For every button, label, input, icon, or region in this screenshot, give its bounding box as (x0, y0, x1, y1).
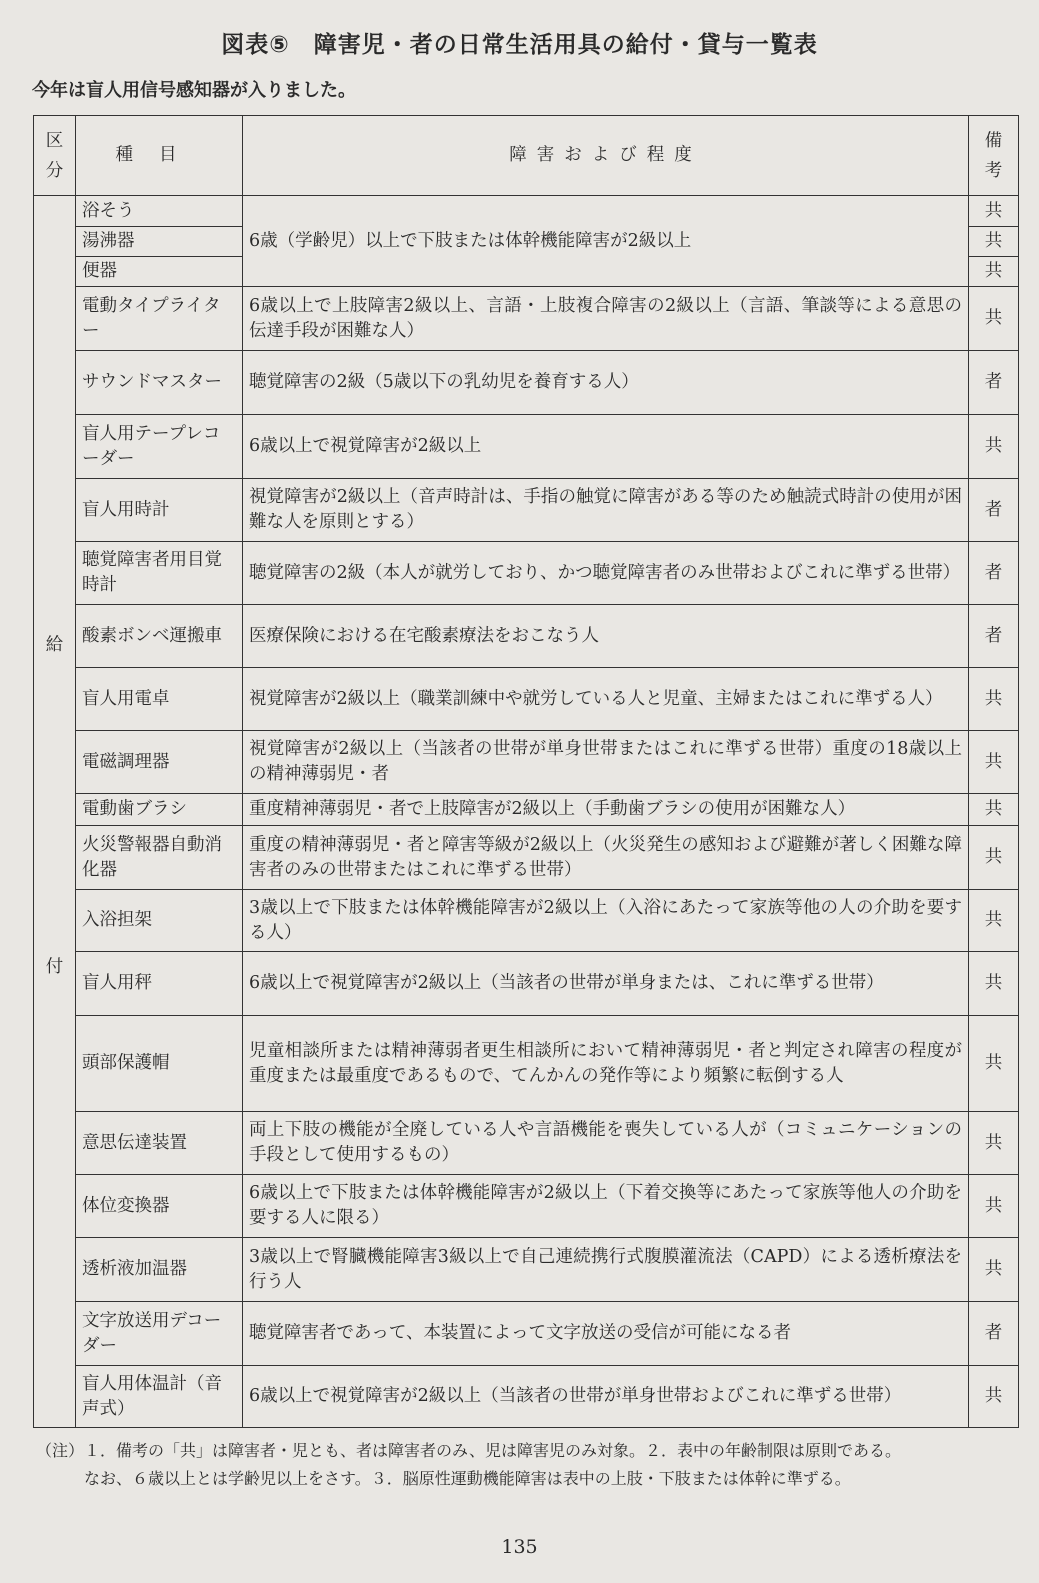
kubun-label-2: 付 (45, 956, 64, 977)
biko-cell: 共 (969, 952, 1019, 1016)
biko-cell: 者 (969, 479, 1019, 542)
biko-cell: 共 (969, 1016, 1019, 1112)
item-cell: 盲人用テープレコーダー (76, 415, 243, 479)
table-header-row (34, 116, 1019, 196)
degree-cell: 6歳以上で視覚障害が2級以上 (243, 415, 969, 479)
header-shumoku: 種目 (76, 116, 243, 196)
degree-cell: 児童相談所または精神薄弱者更生相談所において精神薄弱児・者と判定され障害の程度が重度または最重度であるもので、てんかんの発作等により頻繁に転倒する人 (243, 1016, 969, 1112)
header-biko-2: 考 (984, 160, 1003, 181)
item-cell: 頭部保護帽 (76, 1016, 243, 1112)
header-kubun-1: 区 (45, 130, 64, 151)
item-cell: 酸素ボンベ運搬車 (76, 605, 243, 668)
subtitle: 今年は盲人用信号感知器が入りました。 (32, 80, 356, 101)
biko-cell: 者 (969, 1302, 1019, 1366)
item-cell: 盲人用時計 (76, 479, 243, 542)
degree-cell: 視覚障害が2級以上（職業訓練中や就労している人と児童、主婦またはこれに準ずる人） (243, 668, 969, 731)
table-row (34, 731, 1019, 794)
table-row (34, 1112, 1019, 1175)
biko-cell: 共 (969, 1366, 1019, 1428)
degree-cell: 6歳以上で上肢障害2級以上、言語・上肢複合障害の2級以上（言語、筆談等による意思の伝達手段が困難な人） (243, 287, 969, 351)
page-number: 135 (501, 1536, 538, 1558)
table-row (34, 479, 1019, 542)
item-cell: 便器 (76, 257, 243, 287)
biko-cell: 共 (969, 287, 1019, 351)
item-cell: 聴覚障害者用目覚時計 (76, 542, 243, 605)
degree-cell: 6歳以上で下肢または体幹機能障害が2級以上（下着交換等にあたって家族等他人の介助を要する人に限る） (243, 1175, 969, 1238)
biko-cell: 者 (969, 351, 1019, 415)
table-row (34, 1302, 1019, 1366)
biko-cell: 共 (969, 415, 1019, 479)
item-cell: 透析液加温器 (76, 1238, 243, 1302)
page-title: 図表⑤ 障害児・者の日常生活用具の給付・貸与一覧表 (221, 32, 818, 58)
footnote-line-2: なお、６歳以上とは学齢児以上をさす。３．脳原性運動機能障害は表中の上肢・下肢または体幹に準ずる。 (84, 1469, 851, 1488)
degree-cell: 6歳以上で視覚障害が2級以上（当該者の世帯が単身世帯およびこれに準ずる世帯） (243, 1366, 969, 1428)
table-row (34, 196, 1019, 227)
table-row (34, 542, 1019, 605)
kubun-cell (34, 196, 76, 1428)
item-cell: 入浴担架 (76, 890, 243, 952)
kubun-label-1: 給 (45, 634, 64, 655)
item-cell: 盲人用秤 (76, 952, 243, 1016)
item-cell: 電磁調理器 (76, 731, 243, 794)
biko-cell: 者 (969, 605, 1019, 668)
degree-cell: 視覚障害が2級以上（音声時計は、手指の触覚に障害がある等のため触読式時計の使用が困難な人を原則とする） (243, 479, 969, 542)
biko-cell: 共 (969, 890, 1019, 952)
table-row (34, 952, 1019, 1016)
biko-cell: 共 (969, 227, 1019, 257)
biko-cell: 共 (969, 1175, 1019, 1238)
degree-cell: 聴覚障害の2級（本人が就労しており、かつ聴覚障害者のみ世帯およびこれに準ずる世帯） (243, 542, 969, 605)
table-row (34, 1175, 1019, 1238)
item-cell: 文字放送用デコーダー (76, 1302, 243, 1366)
table-row (34, 415, 1019, 479)
degree-cell: 3歳以上で腎臓機能障害3級以上で自己連続携行式腹膜灌流法（CAPD）による透析療法を行う人 (243, 1238, 969, 1302)
table-row (34, 890, 1019, 952)
degree-cell: 重度の精神薄弱児・者と障害等級が2級以上（火災発生の感知および避難が著しく困難な障害者のみの世帯またはこれに準ずる世帯） (243, 826, 969, 890)
item-cell: 盲人用体温計（音声式） (76, 1366, 243, 1428)
item-cell: 意思伝達装置 (76, 1112, 243, 1175)
table-row (34, 1016, 1019, 1112)
biko-cell: 共 (969, 257, 1019, 287)
header-biko-1: 備 (984, 130, 1003, 151)
table-row (34, 826, 1019, 890)
biko-cell: 共 (969, 668, 1019, 731)
item-cell: 電動タイプライター (76, 287, 243, 351)
degree-cell: 聴覚障害の2級（5歳以下の乳幼児を養育する人） (243, 351, 969, 415)
table-row (34, 605, 1019, 668)
header-degree: 障害および程度 (243, 116, 969, 196)
biko-cell: 共 (969, 1238, 1019, 1302)
degree-cell: 6歳以上で視覚障害が2級以上（当該者の世帯が単身または、これに準ずる世帯） (243, 952, 969, 1016)
degree-cell: 聴覚障害者であって、本装置によって文字放送の受信が可能になる者 (243, 1302, 969, 1366)
degree-cell: 3歳以上で下肢または体幹機能障害が2級以上（入浴にあたって家族等他の人の介助を要する人） (243, 890, 969, 952)
item-cell: 盲人用電卓 (76, 668, 243, 731)
header-kubun (34, 116, 76, 196)
item-cell: 浴そう (76, 196, 243, 227)
biko-cell: 共 (969, 794, 1019, 826)
benefit-table (33, 115, 1019, 1428)
table-row (34, 794, 1019, 826)
item-cell: 火災警報器自動消化器 (76, 826, 243, 890)
table-row (34, 287, 1019, 351)
table-row (34, 1238, 1019, 1302)
biko-cell: 共 (969, 731, 1019, 794)
item-cell: 電動歯ブラシ (76, 794, 243, 826)
biko-cell: 者 (969, 542, 1019, 605)
table-row (34, 668, 1019, 731)
table-row (34, 351, 1019, 415)
degree-cell: 視覚障害が2級以上（当該者の世帯が単身世帯またはこれに準ずる世帯）重度の18歳以上の精神薄弱児・者 (243, 731, 969, 794)
degree-cell: 両上下肢の機能が全廃している人や言語機能を喪失している人が（コミュニケーションの手段として使用するもの） (243, 1112, 969, 1175)
biko-cell: 共 (969, 196, 1019, 227)
item-cell: 体位変換器 (76, 1175, 243, 1238)
degree-cell: 重度精神薄弱児・者で上肢障害が2級以上（手動歯ブラシの使用が困難な人） (243, 794, 969, 826)
biko-cell: 共 (969, 1112, 1019, 1175)
header-kubun-2: 分 (45, 160, 64, 181)
header-biko (969, 116, 1019, 196)
degree-cell: 6歳（学齢児）以上で下肢または体幹機能障害が2級以上 (243, 196, 969, 287)
table-row (34, 1366, 1019, 1428)
biko-cell: 共 (969, 826, 1019, 890)
footnote-line-1: （注）１．備考の「共」は障害者・児とも、者は障害者のみ、児は障害児のみ対象。２．表中の年齢制限は原則である。 (36, 1441, 901, 1460)
item-cell: サウンドマスター (76, 351, 243, 415)
degree-cell: 医療保険における在宅酸素療法をおこなう人 (243, 605, 969, 668)
footnote (36, 1437, 1011, 1493)
item-cell: 湯沸器 (76, 227, 243, 257)
